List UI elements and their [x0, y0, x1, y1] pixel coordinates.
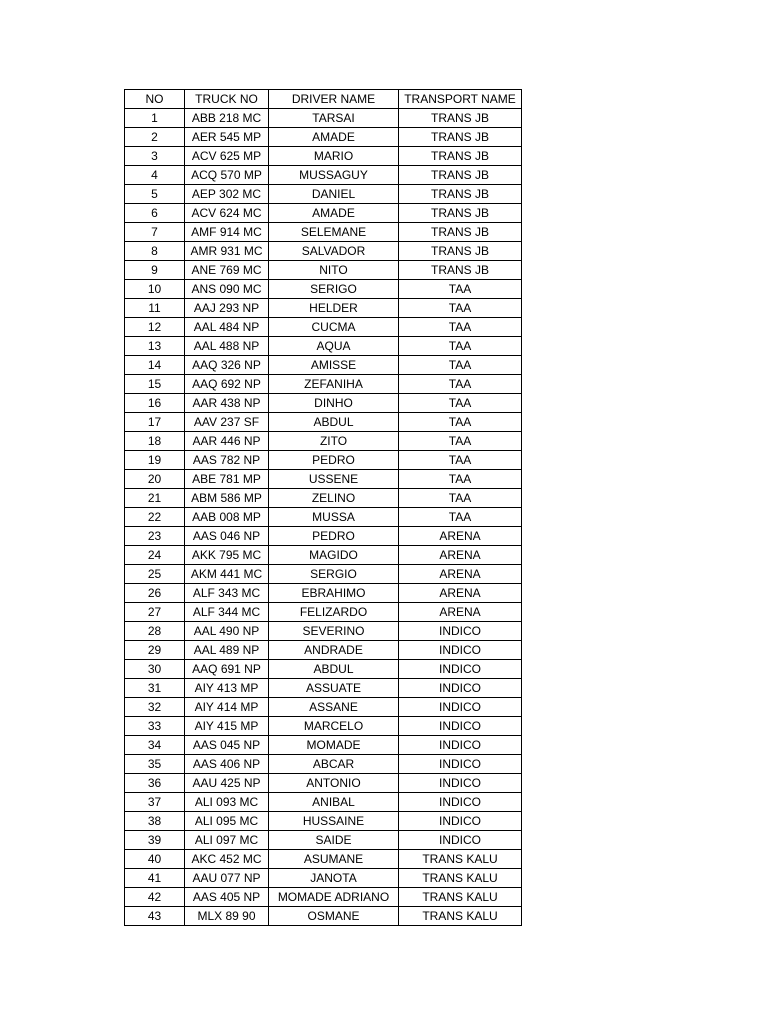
cell-transport-name: TRANS KALU — [399, 888, 522, 907]
table-row — [125, 128, 522, 147]
header-no: NO — [125, 90, 185, 109]
cell-transport-name: TAA — [399, 318, 522, 337]
cell-driver-name: ASSUATE — [269, 679, 399, 698]
cell-truck-no: ALI 097 MC — [185, 831, 269, 850]
cell-driver-name: NITO — [269, 261, 399, 280]
cell-no: 31 — [125, 679, 185, 698]
cell-driver-name: USSENE — [269, 470, 399, 489]
cell-truck-no: AAQ 326 NP — [185, 356, 269, 375]
cell-truck-no: AIY 414 MP — [185, 698, 269, 717]
table-row — [125, 869, 522, 888]
cell-no: 34 — [125, 736, 185, 755]
cell-no: 35 — [125, 755, 185, 774]
table-row — [125, 831, 522, 850]
cell-driver-name: ABDUL — [269, 660, 399, 679]
cell-driver-name: CUCMA — [269, 318, 399, 337]
cell-driver-name: MUSSA — [269, 508, 399, 527]
cell-no: 2 — [125, 128, 185, 147]
cell-truck-no: AIY 415 MP — [185, 717, 269, 736]
cell-transport-name: TRANS JB — [399, 204, 522, 223]
cell-truck-no: AAS 046 NP — [185, 527, 269, 546]
cell-truck-no: AAB 008 MP — [185, 508, 269, 527]
cell-transport-name: ARENA — [399, 603, 522, 622]
cell-truck-no: AAV 237 SF — [185, 413, 269, 432]
cell-transport-name: TAA — [399, 394, 522, 413]
cell-driver-name: MOMADE — [269, 736, 399, 755]
cell-transport-name: TRANS JB — [399, 109, 522, 128]
cell-transport-name: TRANS JB — [399, 185, 522, 204]
cell-no: 13 — [125, 337, 185, 356]
cell-truck-no: AAL 489 NP — [185, 641, 269, 660]
cell-driver-name: SALVADOR — [269, 242, 399, 261]
cell-truck-no: AAJ 293 NP — [185, 299, 269, 318]
cell-no: 1 — [125, 109, 185, 128]
truck-driver-table — [124, 89, 522, 926]
cell-transport-name: INDICO — [399, 831, 522, 850]
cell-truck-no: AAL 488 NP — [185, 337, 269, 356]
table-row — [125, 470, 522, 489]
cell-driver-name: MOMADE ADRIANO — [269, 888, 399, 907]
cell-truck-no: AIY 413 MP — [185, 679, 269, 698]
cell-transport-name: TRANS JB — [399, 166, 522, 185]
cell-no: 40 — [125, 850, 185, 869]
table-row — [125, 888, 522, 907]
cell-driver-name: MARCELO — [269, 717, 399, 736]
cell-no: 9 — [125, 261, 185, 280]
cell-driver-name: AQUA — [269, 337, 399, 356]
cell-driver-name: ASSANE — [269, 698, 399, 717]
cell-truck-no: ACV 624 MC — [185, 204, 269, 223]
cell-truck-no: AER 545 MP — [185, 128, 269, 147]
table-row — [125, 812, 522, 831]
table-row — [125, 793, 522, 812]
cell-transport-name: INDICO — [399, 736, 522, 755]
cell-driver-name: ZELINO — [269, 489, 399, 508]
cell-truck-no: AAR 446 NP — [185, 432, 269, 451]
table-row — [125, 774, 522, 793]
header-truck-no: TRUCK NO — [185, 90, 269, 109]
cell-no: 37 — [125, 793, 185, 812]
cell-no: 19 — [125, 451, 185, 470]
table-row — [125, 223, 522, 242]
header-transport-name: TRANSPORT NAME — [399, 90, 522, 109]
cell-transport-name: INDICO — [399, 698, 522, 717]
cell-truck-no: ALF 343 MC — [185, 584, 269, 603]
table-row — [125, 660, 522, 679]
cell-no: 16 — [125, 394, 185, 413]
cell-driver-name: ANDRADE — [269, 641, 399, 660]
cell-transport-name: TAA — [399, 451, 522, 470]
cell-transport-name: INDICO — [399, 679, 522, 698]
cell-transport-name: INDICO — [399, 641, 522, 660]
cell-truck-no: AAQ 692 NP — [185, 375, 269, 394]
cell-transport-name: TRANS KALU — [399, 850, 522, 869]
cell-transport-name: TRANS JB — [399, 261, 522, 280]
cell-truck-no: ANE 769 MC — [185, 261, 269, 280]
cell-no: 3 — [125, 147, 185, 166]
cell-driver-name: JANOTA — [269, 869, 399, 888]
cell-truck-no: AAS 406 NP — [185, 755, 269, 774]
cell-no: 38 — [125, 812, 185, 831]
cell-driver-name: SERIGO — [269, 280, 399, 299]
table-row — [125, 375, 522, 394]
table-row — [125, 508, 522, 527]
cell-truck-no: ABB 218 MC — [185, 109, 269, 128]
cell-driver-name: MARIO — [269, 147, 399, 166]
cell-no: 8 — [125, 242, 185, 261]
table-row — [125, 432, 522, 451]
cell-driver-name: DINHO — [269, 394, 399, 413]
cell-no: 14 — [125, 356, 185, 375]
cell-no: 42 — [125, 888, 185, 907]
cell-no: 25 — [125, 565, 185, 584]
table-row — [125, 603, 522, 622]
cell-driver-name: ZEFANIHA — [269, 375, 399, 394]
cell-no: 10 — [125, 280, 185, 299]
cell-no: 30 — [125, 660, 185, 679]
cell-truck-no: ALI 093 MC — [185, 793, 269, 812]
table-row — [125, 451, 522, 470]
table-row — [125, 394, 522, 413]
table-row — [125, 489, 522, 508]
cell-no: 4 — [125, 166, 185, 185]
table-row — [125, 546, 522, 565]
cell-transport-name: TRANS KALU — [399, 869, 522, 888]
cell-transport-name: INDICO — [399, 774, 522, 793]
cell-transport-name: INDICO — [399, 793, 522, 812]
cell-driver-name: HELDER — [269, 299, 399, 318]
cell-truck-no: ACQ 570 MP — [185, 166, 269, 185]
table-row — [125, 261, 522, 280]
cell-transport-name: ARENA — [399, 527, 522, 546]
cell-no: 23 — [125, 527, 185, 546]
cell-transport-name: TRANS JB — [399, 147, 522, 166]
cell-transport-name: TAA — [399, 508, 522, 527]
cell-no: 15 — [125, 375, 185, 394]
cell-driver-name: ANIBAL — [269, 793, 399, 812]
cell-no: 7 — [125, 223, 185, 242]
cell-truck-no: AAR 438 NP — [185, 394, 269, 413]
cell-transport-name: INDICO — [399, 622, 522, 641]
table-row — [125, 280, 522, 299]
cell-transport-name: INDICO — [399, 660, 522, 679]
cell-transport-name: TAA — [399, 432, 522, 451]
cell-driver-name: FELIZARDO — [269, 603, 399, 622]
cell-truck-no: AAS 405 NP — [185, 888, 269, 907]
cell-truck-no: AAU 077 NP — [185, 869, 269, 888]
table-row — [125, 109, 522, 128]
cell-driver-name: ASUMANE — [269, 850, 399, 869]
cell-driver-name: ABDUL — [269, 413, 399, 432]
table-row — [125, 185, 522, 204]
cell-no: 27 — [125, 603, 185, 622]
cell-driver-name: AMADE — [269, 204, 399, 223]
table-row — [125, 698, 522, 717]
cell-transport-name: TRANS JB — [399, 128, 522, 147]
cell-driver-name: MAGIDO — [269, 546, 399, 565]
cell-no: 11 — [125, 299, 185, 318]
cell-truck-no: ABM 586 MP — [185, 489, 269, 508]
table-body — [125, 109, 522, 926]
cell-no: 5 — [125, 185, 185, 204]
cell-transport-name: TAA — [399, 489, 522, 508]
cell-truck-no: AAS 045 NP — [185, 736, 269, 755]
cell-truck-no: AKK 795 MC — [185, 546, 269, 565]
cell-transport-name: TAA — [399, 470, 522, 489]
table-row — [125, 166, 522, 185]
cell-driver-name: DANIEL — [269, 185, 399, 204]
cell-transport-name: INDICO — [399, 812, 522, 831]
cell-driver-name: AMISSE — [269, 356, 399, 375]
header-driver-name: DRIVER NAME — [269, 90, 399, 109]
table-row — [125, 337, 522, 356]
table-row — [125, 318, 522, 337]
table-row — [125, 242, 522, 261]
table-row — [125, 356, 522, 375]
cell-driver-name: PEDRO — [269, 451, 399, 470]
cell-no: 28 — [125, 622, 185, 641]
cell-transport-name: TAA — [399, 375, 522, 394]
cell-driver-name: ANTONIO — [269, 774, 399, 793]
cell-transport-name: TRANS KALU — [399, 907, 522, 926]
cell-no: 43 — [125, 907, 185, 926]
table-row — [125, 565, 522, 584]
cell-no: 6 — [125, 204, 185, 223]
cell-transport-name: TRANS JB — [399, 223, 522, 242]
table-row — [125, 584, 522, 603]
cell-driver-name: PEDRO — [269, 527, 399, 546]
cell-no: 36 — [125, 774, 185, 793]
cell-truck-no: ACV 625 MP — [185, 147, 269, 166]
table-row — [125, 850, 522, 869]
cell-driver-name: MUSSAGUY — [269, 166, 399, 185]
cell-driver-name: EBRAHIMO — [269, 584, 399, 603]
cell-no: 41 — [125, 869, 185, 888]
header-row — [125, 90, 522, 109]
cell-driver-name: AMADE — [269, 128, 399, 147]
cell-truck-no: AMF 914 MC — [185, 223, 269, 242]
cell-truck-no: AKC 452 MC — [185, 850, 269, 869]
cell-no: 33 — [125, 717, 185, 736]
cell-truck-no: AKM 441 MC — [185, 565, 269, 584]
cell-transport-name: TRANS JB — [399, 242, 522, 261]
cell-no: 22 — [125, 508, 185, 527]
cell-no: 26 — [125, 584, 185, 603]
cell-truck-no: ALF 344 MC — [185, 603, 269, 622]
cell-no: 18 — [125, 432, 185, 451]
cell-driver-name: SELEMANE — [269, 223, 399, 242]
table-row — [125, 641, 522, 660]
cell-driver-name: ZITO — [269, 432, 399, 451]
cell-truck-no: AAU 425 NP — [185, 774, 269, 793]
cell-truck-no: ABE 781 MP — [185, 470, 269, 489]
cell-driver-name: SAIDE — [269, 831, 399, 850]
cell-truck-no: AMR 931 MC — [185, 242, 269, 261]
table-row — [125, 679, 522, 698]
cell-no: 39 — [125, 831, 185, 850]
cell-driver-name: SEVERINO — [269, 622, 399, 641]
cell-no: 17 — [125, 413, 185, 432]
cell-no: 20 — [125, 470, 185, 489]
cell-transport-name: ARENA — [399, 584, 522, 603]
cell-no: 24 — [125, 546, 185, 565]
cell-no: 12 — [125, 318, 185, 337]
cell-no: 21 — [125, 489, 185, 508]
table-row — [125, 147, 522, 166]
cell-transport-name: TAA — [399, 299, 522, 318]
cell-truck-no: AAL 490 NP — [185, 622, 269, 641]
cell-no: 32 — [125, 698, 185, 717]
table-row — [125, 622, 522, 641]
table-row — [125, 413, 522, 432]
cell-truck-no: AAL 484 NP — [185, 318, 269, 337]
cell-driver-name: SERGIO — [269, 565, 399, 584]
cell-transport-name: INDICO — [399, 755, 522, 774]
table-row — [125, 755, 522, 774]
table-row — [125, 736, 522, 755]
table-row — [125, 527, 522, 546]
cell-transport-name: ARENA — [399, 565, 522, 584]
cell-transport-name: INDICO — [399, 717, 522, 736]
cell-transport-name: TAA — [399, 337, 522, 356]
cell-driver-name: ABCAR — [269, 755, 399, 774]
cell-driver-name: OSMANE — [269, 907, 399, 926]
table-row — [125, 717, 522, 736]
cell-transport-name: TAA — [399, 413, 522, 432]
cell-transport-name: ARENA — [399, 546, 522, 565]
cell-truck-no: MLX 89 90 — [185, 907, 269, 926]
cell-truck-no: AAQ 691 NP — [185, 660, 269, 679]
cell-truck-no: ALI 095 MC — [185, 812, 269, 831]
cell-no: 29 — [125, 641, 185, 660]
cell-driver-name: TARSAI — [269, 109, 399, 128]
cell-driver-name: HUSSAINE — [269, 812, 399, 831]
table-row — [125, 907, 522, 926]
cell-transport-name: TAA — [399, 280, 522, 299]
table-row — [125, 204, 522, 223]
cell-truck-no: ANS 090 MC — [185, 280, 269, 299]
cell-transport-name: TAA — [399, 356, 522, 375]
cell-truck-no: AAS 782 NP — [185, 451, 269, 470]
table-row — [125, 299, 522, 318]
cell-truck-no: AEP 302 MC — [185, 185, 269, 204]
